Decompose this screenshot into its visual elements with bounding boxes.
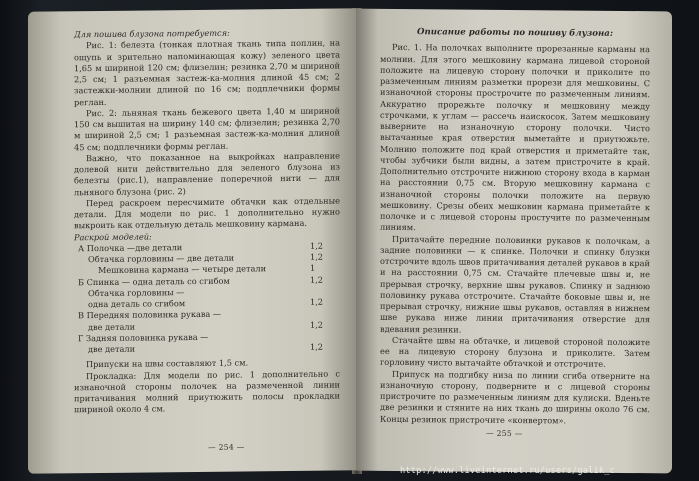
instructions-para-1: Рис. 1. На полочках выполните прорезанные карманы на молнии. Для этого мешковину кармана лицевой стороной положите на лицевую сторону полочки и приколите по размеченным линиям разметки прорези для мешковины. С изнаночной стороны прострочите по размеченным линиям. Аккуратно прорежьте полочку и мешковину между строчками, к углам — рассечь наискосок. Затем мешковину выверните на изнаночную сторону полочки. Чисто вытачанные края отверстия выметайте и приутюжьте. Молнию положите под край отверстия и приметайте так, чтобы зубчики были видны, а затем пристрочите в край. Дополнительно отстрочите нижнюю сторону входа в карман на расстоянии 0,75 см. Вторую мешковину кармана с изнаночной стороны полочки положите на первую мешковину. Срезы обеих мешковин кармана приметайте к полочке и с лицевой стороны простучите по размеченным линиям. <box>380 42 650 233</box>
cut-item-qty: 1 <box>310 262 316 274</box>
cut-item-qty <box>310 330 340 342</box>
cut-list <box>74 240 340 355</box>
cut-item-qty: 1,2 <box>310 296 324 307</box>
grain-note: Важно, что показанное на выкройках направление долевой нити действительно для зеленого блузона из белезты (рис.1), направление поперечной нити — для льняного блузона (рис. 2) <box>74 150 340 197</box>
cut-item-qty <box>310 308 340 320</box>
cut-item-qty: 1,2 <box>310 274 324 285</box>
cut-item-qty <box>310 285 340 297</box>
cut-item-text: две детали <box>88 321 136 332</box>
instructions-para-4: Припуск на подгибку низа по линии сгиба отверните на изнаночную сторону, подверните и с лицевой стороны пристрочите по размеченным линиям для кулиски. Вденьте две резинки и стяните на них ткань до ширины около 76 см. Концы резинок пристрочите «конвертом». <box>380 368 650 425</box>
right-page <box>356 9 672 474</box>
cut-item-qty: 1,2 <box>310 341 324 352</box>
cut-item-text: Б Спинка — одна деталь со сгибом <box>78 275 230 287</box>
seam-allowance: Припуски на швы составляют 1,5 см. <box>86 357 249 370</box>
cut-item-text: Обтачка горловины — <box>88 286 185 298</box>
cut-item-qty: 1,2 <box>310 240 324 251</box>
before-cut-note: Перед раскроем пересчимите обтачки как отдельные детали. Для модели по рис. 1 дополнительно нужно выкроить как отдельную деталь мешковину кармана. <box>74 195 340 231</box>
interfacing-note: Прокладка: Для модели по рис. 1 дополнительно с изнаночной стороны полочек на размеченной линии притачивания молний приутюжить полосы прокладки шириной около 4 см. <box>74 367 340 415</box>
materials-fig2: Рис. 2: льняная ткань бежевого цвета 1,40 м шириной 150 см вышитая на ширину 140 см; флизелин; резинка 2,70 м шириной 2,5 см; 1 разъемная застеж-ка-молния длиной 45 см; подплечники формы реглан. <box>74 105 340 152</box>
left-page-text <box>74 26 340 415</box>
left-page <box>28 8 360 473</box>
cut-item-text: две детали <box>88 343 136 355</box>
cut-item-text: А Полочка —две детали <box>78 241 183 253</box>
instructions-heading: Описание работы по пошиву блузона: <box>416 27 614 39</box>
page-number-left: — 254 — <box>208 442 245 452</box>
materials-fig1: Рис. 1: белезта (тонкая плотная ткань типа поплин, на ощупь и зрительно напоминающая кожу) зеленого цвета 1,65 м шириной 120 см; флизелин; резинка 2,70 м шириной 2,5 см; 1 разъемная застеж-ка-молния длиной 45 см; 2 застежки-молнии длиной по 16 см; подплечники формы реглан. <box>74 37 340 107</box>
right-page-text <box>380 27 650 427</box>
page-number-right: — 255 — <box>486 428 523 439</box>
cut-item-qty: 1,2 <box>310 319 324 330</box>
materials-heading: Для пошива блузона потребуется: <box>74 27 230 40</box>
cut-item-text: Обтачка горловины — две детали <box>88 252 235 265</box>
cut-item-text: одна деталь со сгибом <box>88 298 186 310</box>
cut-heading: Раскрой моделей: <box>74 230 152 242</box>
cut-item-text: Мешковина кармана — четыре детали <box>98 263 267 276</box>
cut-item-text: В Передняя половинка рукава — <box>78 308 222 321</box>
instructions-para-2: Притачайте передние половинки рукавов к полочкам, а задние половинки — к спинке. Полочки и спинку блузки отстрочите вдоль швов притачивания деталей рукавов в край и на расстоянии 0,75 см. Стачайте плечевые швы и, не прерывая строчку, верхние швы рукавов. Спинку и заднюю половинку рукава отстрочите. Стачайте боковые швы и, не прерывая строчку, нижние швы рукавов, оставляя в нижнем шве рукава ниже линии притачивания отверстие для вдевания резинки. <box>380 233 650 335</box>
watermark-url: http://www.liveinternet.ru/users/galik_c <box>400 466 615 476</box>
instructions-para-3: Стачайте швы на обтачке, и лицевой стороной положите ее на лицевую сторону блузона и приколите. Затем горловину чисто вытачайте обтачкой и отстрочите. <box>380 334 650 370</box>
cut-item-text: Г Задняя половинка рукава — <box>78 331 209 343</box>
cut-item-qty: 1,2 <box>310 251 324 262</box>
